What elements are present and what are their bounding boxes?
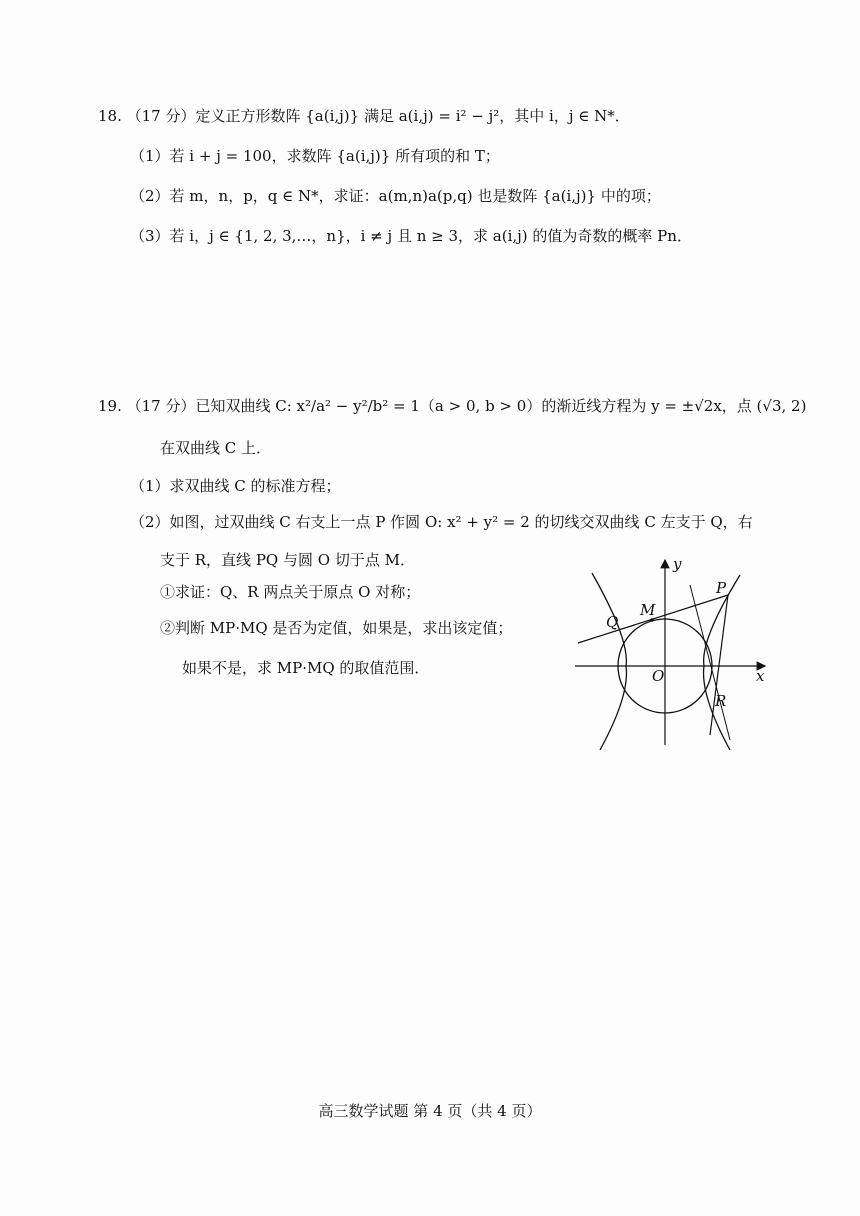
hyperbola-circle-figure bbox=[570, 555, 775, 750]
question-18-part-2: （2）若 m，n，p，q ∈ N*，求证：a(m,n)a(p,q) 也是数阵 {a(i,j)} 中的项； bbox=[130, 187, 661, 205]
question-19-part-2-continued: 支于 R，直线 PQ 与圆 O 切于点 M． bbox=[160, 551, 415, 569]
question-19-subpart-i: ①求证：Q、R 两点关于原点 O 对称； bbox=[160, 583, 421, 601]
label-o: O bbox=[652, 667, 665, 685]
line-qr bbox=[690, 585, 730, 740]
page-footer: 高三数学试题 第 4 页（共 4 页） bbox=[318, 1102, 542, 1120]
label-y: y bbox=[673, 555, 682, 573]
question-19-part-2: （2）如图，过双曲线 C 右支上一点 P 作圆 O: x² + y² = 2 的切线交双曲线 C 左支于 Q，右 bbox=[130, 513, 753, 531]
label-x: x bbox=[756, 667, 765, 685]
question-18-part-3: （3）若 i，j ∈ {1, 2, 3,…，n}，i ≠ j 且 n ≥ 3，求 a(i,j) 的值为奇数的概率 Pn． bbox=[130, 227, 692, 245]
question-18-part-1: （1）若 i + j = 100，求数阵 {a(i,j)} 所有项的和 T； bbox=[130, 147, 500, 165]
tangent-line-pr bbox=[710, 595, 728, 735]
question-19-part-1: （1）求双曲线 C 的标准方程； bbox=[130, 477, 341, 495]
question-18-stem: 18. （17 分）定义正方形数阵 {a(i,j)} 满足 a(i,j) = i² − j²，其中 i，j ∈ N*． bbox=[98, 107, 630, 125]
question-19-stem-continued: 在双曲线 C 上． bbox=[160, 439, 272, 457]
label-q: Q bbox=[606, 613, 619, 631]
label-p: P bbox=[716, 579, 727, 597]
question-19-stem: 19. （17 分）已知双曲线 C: x²/a² − y²/b² = 1（a > 0, b > 0）的渐近线方程为 y = ±√2x，点 (√3, 2) bbox=[98, 397, 807, 415]
question-19-subpart-ii: ②判断 MP·MQ 是否为定值，如果是，求出该定值； bbox=[160, 619, 513, 637]
label-r: R bbox=[715, 692, 727, 710]
label-m: M bbox=[640, 601, 656, 619]
question-19-subpart-ii-continued: 如果不是，求 MP·MQ 的取值范围． bbox=[182, 659, 430, 677]
hyperbola-left-branch bbox=[592, 573, 626, 750]
